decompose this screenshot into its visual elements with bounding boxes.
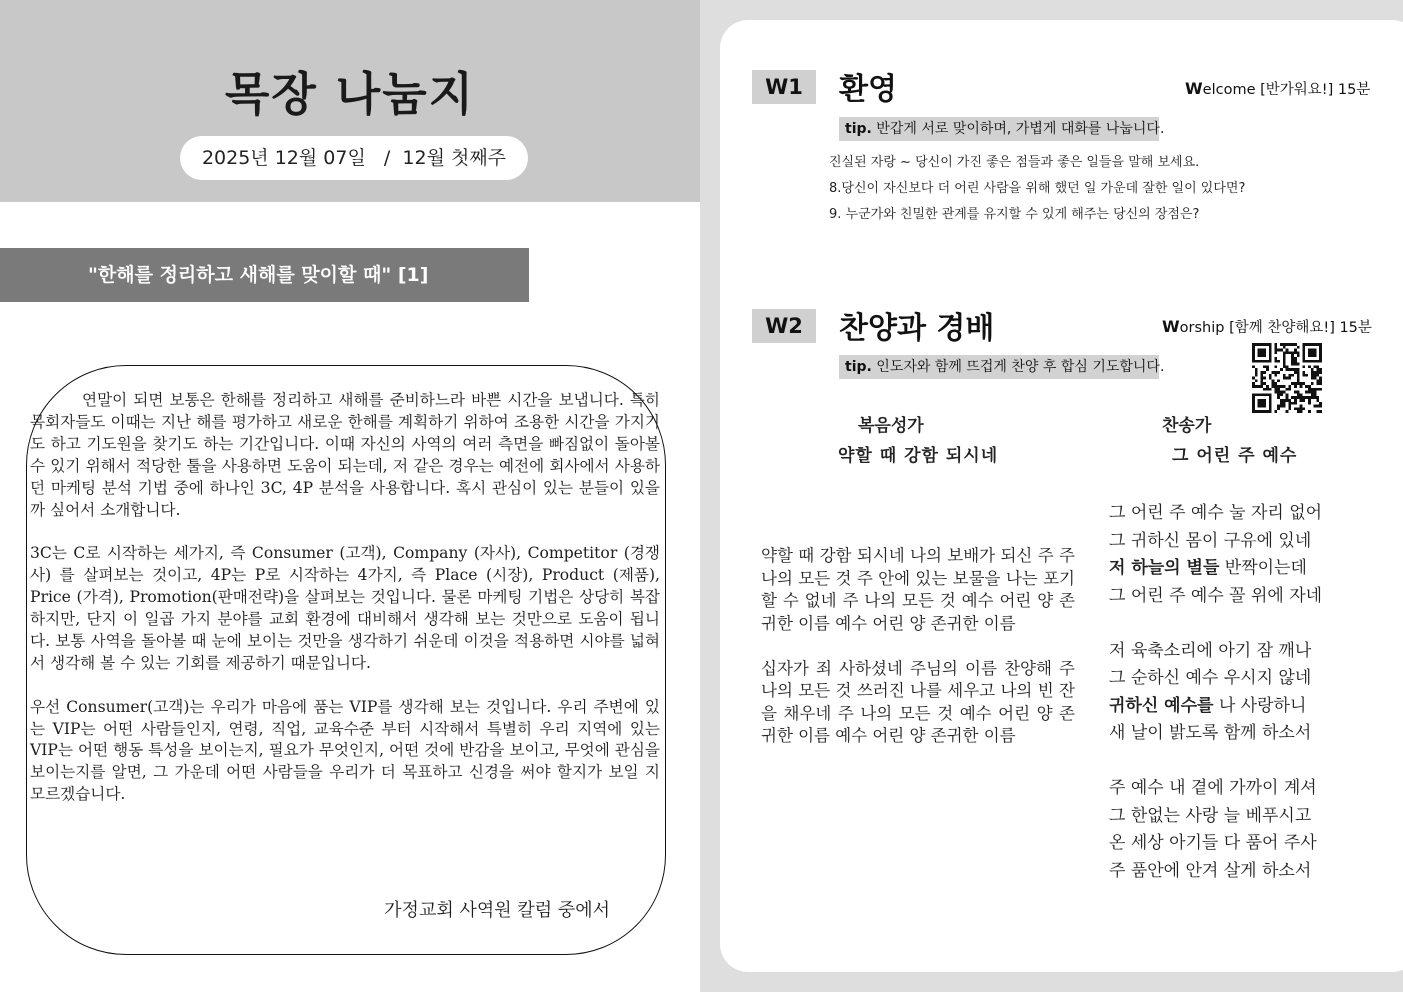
page-title: 목장 나눔지: [224, 67, 476, 121]
lyric-line: [1109, 638, 1399, 666]
w1-tip: [839, 117, 1165, 141]
song-title: 약할 때 강함 되시네: [838, 446, 999, 466]
song-verse: 십자가 죄 사하셨네 주님의 이름 찬양해 주 나의 모든 것 쓰러진 나를 세우고 나의 빈 잔을 채우네 주 나의 모든 것 예수 어린 양 존귀한 이름 예수 어린 양 존귀한 이름: [761, 658, 1075, 745]
lyric-text: 그 한없는 사랑 늘 베푸시고: [1109, 805, 1312, 826]
w1-question: 8.당신이 자신보다 더 어린 사람을 위해 했던 일 가운데 잘한 일이 있다면?: [829, 181, 1246, 196]
stanza-gap: [1109, 748, 1399, 776]
lyric-text: 새 날이 밝도록 함께 하소서: [1109, 723, 1312, 743]
w1-subtitle-rest: elcome [반가워요!] 15분: [1202, 82, 1371, 98]
stanza-gap: [1109, 610, 1399, 638]
lyric-text: 나 사랑하니: [1213, 695, 1307, 716]
w2-subtitle-rest: orship [함께 찬양해요!] 15분: [1179, 320, 1372, 336]
lyric-text: 그 순하신 예수 우시지 않네: [1109, 668, 1312, 688]
lyric-line: [1109, 720, 1399, 748]
lyric-line: [1109, 555, 1399, 583]
lyric-line: [1109, 693, 1399, 721]
lyric-emphasis: 저 하늘의 별들: [1109, 558, 1220, 578]
w1-subtitle: [1185, 78, 1370, 99]
lyric-text: 주 예수 내 곁에 가까이 계셔: [1109, 778, 1317, 798]
w1-tip-text: 반갑게 서로 맞이하며, 가볍게 대화를 나눕니다.: [871, 121, 1165, 137]
lyric-text: 주 품안에 안겨 살게 하소서: [1109, 860, 1312, 881]
w2-tag: W2: [752, 309, 816, 343]
w1-tag: W1: [752, 70, 816, 104]
column-body: [30, 390, 660, 828]
song-verse: 약할 때 강함 되시네 나의 보배가 되신 주 주 나의 모든 것 주 안에 있는 보물을 나는 포기할 수 없네 주 나의 모든 것 예수 어린 양 존귀한 이름 예수 어린 양 존귀한 이름: [761, 546, 1075, 633]
song-lyrics-left: [761, 545, 1075, 770]
song-title: 그 어린 주 예수: [1172, 446, 1298, 466]
w1-question: 진실된 자랑 ~ 당신이 가진 좋은 점들과 좋은 일들을 말해 보세요.: [829, 155, 1200, 170]
column-paragraph: 연말이 되면 보통은 한해를 정리하고 새해를 준비하느라 바쁜 시간을 보냅니다. 특히 목회자들도 이때는 지난 해를 평가하고 새로운 한해를 계획하기 위하여 조용한 시간을 가지기도 하고 기도원을 찾기도 하는 기간입니다. 이때 자신의 사역의 여러 측면을 빠짐없이 돌아볼 수 있기 위해서 적당한 툴을 사용하면 도움이 되는데, 저 같은 경우는 예전에 회사에서 사용하던 마케팅 분석 기법 중에 하나인 3C, 4P 분석을 사용합니다. 혹시 관심이 있는 분들이 있을까 싶어서 소개합니다.: [30, 391, 660, 519]
w1-tip-label: tip.: [845, 121, 872, 137]
qr-code-icon[interactable]: [1252, 343, 1322, 413]
lyric-line: [1109, 665, 1399, 693]
lyric-text: 반짝이는데: [1219, 558, 1307, 578]
lyric-line: [1109, 528, 1399, 556]
song-category: 찬송가: [1162, 416, 1212, 436]
lyric-text: 그 어린 주 예수 눌 자리 없어: [1109, 503, 1323, 523]
column-paragraph: 우선 Consumer(고객)는 우리가 마음에 품는 VIP를 생각해 보는 것입니다. 우리 주변에 있는 VIP는 어떤 사람들인지, 연령, 직업, 교육수준 부터 시작해서 특별히 우리 지역에 있는 VIP는 어떤 행동 특성을 보이는지, 필요가 무엇인지, 어떤 것에 반감을 보이고, 무엇에 관심을 보이는지를 알면, 그 가운데 어떤 사람들을 우리가 더 목표하고 신경을 써야 할지가 보일 지 모르겠습니다.: [30, 697, 660, 804]
lyric-line: [1109, 803, 1399, 831]
lyric-line: [1109, 858, 1399, 886]
lyric-line: [1109, 830, 1399, 858]
w2-tip-text: 인도자와 함께 뜨겁게 찬양 후 합심 기도합니다.: [871, 359, 1165, 375]
lyric-emphasis: 귀하신 예수를: [1109, 695, 1214, 716]
w1-question: 9. 누군가와 친밀한 관계를 유지할 수 있게 해주는 당신의 장점은?: [829, 207, 1200, 222]
w2-tip-label: tip.: [845, 359, 872, 375]
column-paragraph: 3C는 C로 시작하는 세가지, 즉 Consumer (고객), Company (자사), Competitor (경쟁사) 를 살펴보는 것이고, 4P는 P로 시작하는 4가지, 즉 Place (시장), Product (제품), Price (가격), Promotion(판매전략)을 살펴보는 것입니다. 물론 마케팅 기법은 상당히 복잡하지만, 단지 이 일곱 가지 분야를 교회 환경에 대비해서 생각해 보는 것만으로 도움이 됩니다. 보통 사역을 돌아볼 때 눈에 보이는 것만을 생각하기 쉬운데 이것을 적용하면 시야를 넓혀서 생각해 볼 수 있는 기회를 제공하기 때문입니다.: [30, 544, 660, 672]
lyric-text: 온 세상 아기들 다 품어 주사: [1109, 833, 1317, 853]
w1-title: 환영: [839, 72, 897, 107]
w2-subtitle-initial: W: [1162, 317, 1180, 336]
lyric-line: [1109, 500, 1399, 528]
song-lyrics-right: [1109, 500, 1399, 885]
w2-subtitle: [1162, 316, 1372, 337]
w1-subtitle-initial: W: [1185, 79, 1203, 98]
column-source: 가정교회 사역원 칼럼 중에서: [384, 900, 610, 921]
lyric-line: [1109, 775, 1399, 803]
lyric-text: 그 어린 주 예수 꼴 위에 자네: [1109, 585, 1323, 606]
date-pill: 2025년 12월 07일 / 12월 첫째주: [180, 136, 528, 180]
lyric-text: 그 귀하신 몸이 구유에 있네: [1109, 530, 1312, 551]
lyric-line: [1109, 583, 1399, 611]
lyric-text: 저 육축소리에 아기 잠 깨나: [1109, 640, 1312, 661]
w2-title: 찬양과 경배: [839, 311, 995, 346]
w2-tip: [839, 355, 1165, 379]
column-title-banner: "한해를 정리하고 새해를 맞이할 때" [1]: [0, 248, 529, 302]
song-category: 복음성가: [858, 416, 924, 436]
